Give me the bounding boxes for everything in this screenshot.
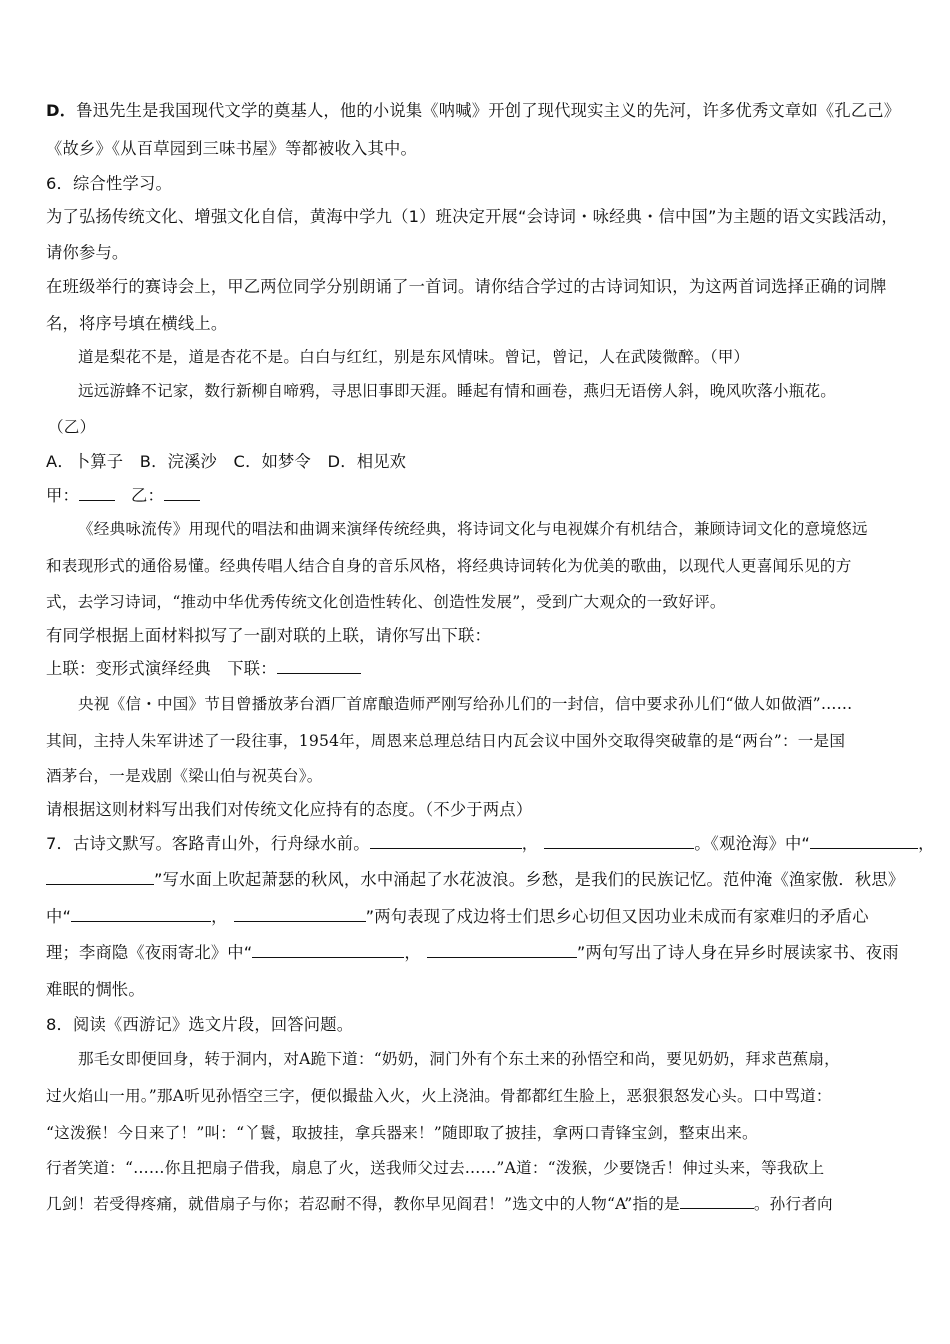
q8-character-prompt: 几剑！若受得疼痛，就借扇子与你；若忍耐不得，教你早见阎君！”选文中的人物“A”指的是 (46, 1195, 680, 1213)
poem-jia: 道是梨花不是，道是杏花不是。白白与红红，别是东风情味。曾记，曾记，人在武陵微醉。（甲） (78, 348, 750, 366)
q7-line-3 (46, 906, 869, 928)
question-8-title: 8．阅读《西游记》选文片段，回答问题。 (46, 1015, 354, 1034)
q7-text-lishangyin: 理；李商隐《夜雨寄北》中“ (46, 943, 253, 962)
q8-passage-5 (46, 1193, 833, 1215)
q7-blank-4[interactable] (46, 869, 154, 885)
q6-couplet-prompt: 有同学根据上面材料拟写了一副对联的上联，请你写出下联： (46, 626, 491, 645)
q7-blank-6[interactable] (234, 906, 366, 922)
question-6-title: 6．综合性学习。 (46, 174, 172, 193)
comma: ， (404, 943, 421, 962)
option-d-text: 鲁迅先生是我国现代文学的奠基人，他的小说集《呐喊》开创了现代现实主义的先河，许多优秀文章如《孔乙己》 (76, 101, 901, 120)
q8-answer-blank[interactable] (680, 1193, 754, 1209)
jia-answer-blank[interactable] (79, 485, 115, 501)
question-7-title: 7．古诗文默写。客路青山外，行舟绿水前。 (46, 834, 370, 853)
comma: ， (918, 834, 935, 853)
q6-options: A．卜算子 B．浣溪沙 C．如梦令 D．相见欢 (46, 452, 407, 471)
q6-intro: 为了弘扬传统文化、增强文化自信，黄海中学九（1）班决定开展“会诗词・咏经典・信中国”为主题的语文实践活动， (46, 207, 898, 226)
q7-line-5: 难眠的惆怅。 (46, 980, 145, 999)
q6-answer-line (46, 485, 200, 507)
q8-passage-3: “这泼猴！今日来了！”叫：“丫鬟，取披挂，拿兵器来！”随即取了披挂，拿两口青锋宝剑，整束出来。 (46, 1124, 758, 1142)
q8-passage-4: 行者笑道：“……你且把扇子借我，扇息了火，送我师父过去……”A道：“泼猴，少要饶舌！伸过头来，等我砍上 (46, 1159, 825, 1177)
quote-open: 中“ (46, 907, 72, 926)
comma: ， (211, 907, 228, 926)
q8-passage-2: 过火焰山一用。”那A听见孙悟空三字，便似撮盐入火，火上浇油。骨都都红生脸上，恶狠狠怒发心头。口中骂道： (46, 1087, 832, 1105)
q7-blank-5[interactable] (71, 906, 211, 922)
option-d-line (46, 100, 900, 122)
poem-yi-label: （乙） (48, 418, 96, 436)
couplet-answer-blank[interactable] (277, 658, 361, 674)
q6-material-cont1: 和表现形式的通俗易懂。经典传唱人结合自身的音乐风格，将经典诗词转化为优美的歌曲，以现代人更喜闻乐见的方 (46, 557, 852, 575)
q7-text-fanzhongyan: ”写水面上吹起萧瑟的秋风，水中涌起了水花波浪。乡愁，是我们的民族记忆。范仲淹《渔家傲．秋思》 (154, 870, 905, 889)
q7-text-guancanghai: 。《观沧海》中“ (694, 834, 811, 853)
q6-material2: 央视《信・中国》节目曾播放茅台酒厂首席酿造师严刚写给孙儿们的一封信，信中要求孙儿们“做人如做酒”…… (78, 695, 853, 713)
q7-blank-3[interactable] (810, 833, 918, 849)
yi-label: 乙： (130, 486, 164, 505)
q7-blank-2[interactable] (544, 833, 694, 849)
couplet-text: 上联：变形式演绎经典 下联： (46, 659, 277, 678)
question-7-line (46, 833, 935, 855)
q6-material2-cont2: 酒茅台，一是戏剧《梁山伯与祝英台》。 (46, 767, 323, 785)
option-d-label: D． (46, 101, 77, 120)
option-d-text-cont: 《故乡》《从百草园到三味书屋》等都被收入其中。 (46, 139, 417, 158)
q7-blank-7[interactable] (252, 942, 404, 958)
q8-passage-1: 那毛女即便回身，转于洞内，对A跪下道：“奶奶，洞门外有个东土来的孙悟空和尚，要见奶奶，拜求芭蕉扇， (78, 1050, 840, 1068)
yi-answer-blank[interactable] (164, 485, 200, 501)
jia-label: 甲： (46, 486, 79, 505)
q6-material-cont2: 式，去学习诗词，“推动中华优秀传统文化创造性转化、创造性发展”，受到广大观众的一致好评。 (46, 593, 726, 611)
q7-blank-1[interactable] (370, 833, 522, 849)
q6-couplet-line (46, 658, 361, 680)
q7-line-4 (46, 942, 899, 964)
q8-text-cont: 。孙行者向 (753, 1195, 833, 1213)
comma: ， (521, 834, 539, 853)
q6-intro-cont: 请你参与。 (46, 243, 129, 262)
poem-yi: 远远游蜂不记家，数行新柳自啼鸦，寻思旧事即天涯。睡起有情和画卷，燕归无语傍人斜，晚风吹落小瓶花。 (78, 382, 837, 400)
q7-blank-8[interactable] (427, 942, 577, 958)
q6-material2-cont1: 其间，主持人朱军讲述了一段往事，1954年，周恩来总理总结日内瓦会议中国外交取得突破靠的是“两台”：一是国 (46, 732, 846, 750)
q6-part1-prompt-cont: 名，将序号填在横线上。 (46, 314, 228, 333)
q7-line-2 (46, 869, 904, 891)
q6-part1-prompt: 在班级举行的赛诗会上，甲乙两位同学分别朗诵了一首词。请你结合学过的古诗词知识，为这两首词选择正确的词牌 (46, 277, 887, 296)
q7-text-homesick: ”两句写出了诗人身在异乡时展读家书、夜雨 (576, 943, 899, 962)
q6-material: 《经典咏流传》用现代的唱法和曲调来演绎传统经典，将诗词文化与电视媒介有机结合，兼顾诗词文化的意境悠远 (78, 520, 868, 538)
q6-attitude-prompt: 请根据这则材料写出我们对传统文化应持有的态度。（不少于两点） (46, 800, 533, 819)
q7-text-contradiction: ”两句表现了戍边将士们思乡心切但又因功业未成而有家难归的矛盾心 (365, 907, 869, 926)
